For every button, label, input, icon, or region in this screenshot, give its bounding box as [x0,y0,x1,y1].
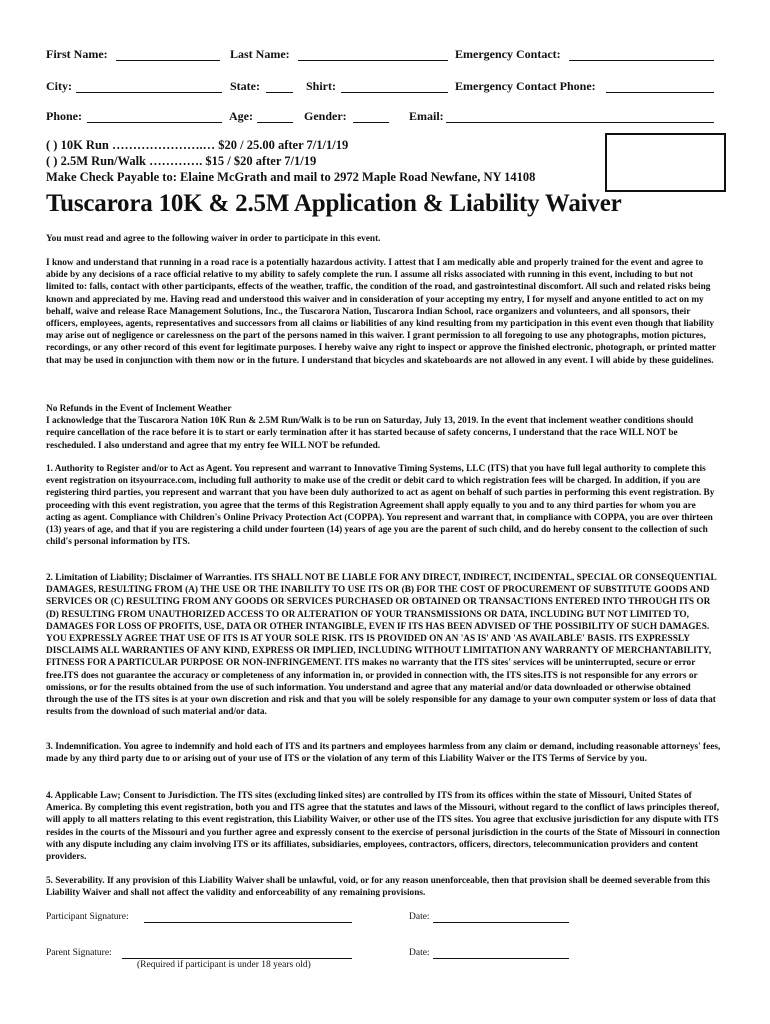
page-title: Tuscarora 10K & 2.5M Application & Liability Waiver [46,190,622,217]
parent-date-label: Date: [409,948,430,958]
section-severability [46,875,722,899]
intro-text: You must read and agree to the following waiver in order to participate in this event. [46,234,381,244]
state-label: State: [230,79,260,93]
age-field[interactable] [257,122,293,123]
emergency-phone-label: Emergency Contact Phone: [455,79,596,93]
parent-signature-label: Parent Signature: [46,948,112,958]
section-liability [46,572,722,718]
section-applicable-law [46,790,722,863]
paragraph-release: I know and understand that running in a road race is a potentially hazardous activity. I attest that I am medically able and properly trained for the event and agree to abide by any decisions of a race official relative to my ability to safely complete the run. I assume all risks associated with running in this event, including to but not limited to: falls, contact with other participants, effects of the weather, traffic, the condition of the road, and gastrointestinal discomfort. All such and related risks being known and appreciated by me. Having read and understood this waiver and in consideration of your accepting my entry, I for myself and anyone entitled to act on my behalf, waive and release Race Management Solutions, Inc., the Tuscarora Nation, Tuscarora Indian School, race organizers and volunteers, and all sponsors, their officers, employees, agents, representatives and successors from all claims or liabilities of any kind resulting from my participation in this event even though that liability may arise out of negligence or carelessness on the part of the persons named in this waiver. I grant permission to all foregoing to use any photographs, motion pictures, recordings, or any other record of this event for legitimate purposes. I hereby waive any right to inspect or approve the finished electronic, photograph, or printed matter that may be used in conjunction with them now or in the future. I understand that bicycles and skateboards are not allowed in any event. I will abide by these guidelines. [46,258,717,366]
section-5-text: 5. Severability. If any provision of this Liability Waiver shall be unlawful, void, or for any reason unenforceable, then that provision shall be deemed severable from this Liability Waiver and shall not affect the validity and enforceability of any remaining provisions. [46,876,711,899]
refund-section [46,403,722,452]
age-label: Age: [229,109,253,123]
waiver-paragraph [46,257,722,367]
gender-field[interactable] [353,122,389,123]
shirt-field[interactable] [341,92,448,93]
parent-signature-note: (Required if participant is under 18 years old) [137,960,311,970]
phone-label: Phone: [46,109,82,123]
parent-date-field[interactable] [433,958,569,959]
refund-heading: No Refunds in the Event of Inclement Weather [46,404,232,414]
option-10k[interactable]: ( ) 10K Run ………………….… $20 / 25.00 after 7/1/1/19 [46,138,349,152]
shirt-label: Shirt: [306,79,336,93]
option-25m[interactable]: ( ) 2.5M Run/Walk …………. $15 / $20 after 7/1/19 [46,154,317,168]
section-indemnification [46,741,722,765]
section-authority [46,463,722,548]
state-field[interactable] [266,92,293,93]
participant-signature-label: Participant Signature: [46,912,129,922]
phone-field[interactable] [87,122,222,123]
participant-date-label: Date: [409,912,430,922]
email-label: Email: [409,109,444,123]
emergency-phone-field[interactable] [606,92,714,93]
section-3-text: 3. Indemnification. You agree to indemnify and hold each of ITS and its partners and employees harmless from any claim or demand, including reasonable attorneys' fees, made by any third party due to or arising out of your use of ITS or the violation of any term of this Liability Waiver or the ITS Terms of Service by you. [46,742,721,765]
emergency-contact-label: Emergency Contact: [455,47,561,61]
city-label: City: [46,79,72,93]
parent-signature-field[interactable] [122,958,352,959]
participant-date-field[interactable] [433,922,569,923]
first-name-label: First Name: [46,47,108,61]
office-use-box [605,133,726,192]
section-1-text: 1. Authority to Register and/or to Act as Agent. You represent and warrant to Innovative Timing Systems, LLC (ITS) that you have full legal authority to complete this event registration on itsyourrace.com, including full authority to make use of the credit or debit card to which registration fees will be charged. In addition, if you are registering third parties, you represent and warrant that you have been duly authorized to act as agent on behalf of such parties in performing this event registration. By proceeding with this event registration, you agree that the terms of this Registration Agreement shall apply equally to you and to any third parties for whom you are acting as agent. Compliance with Children's Online Privacy Protection Act (COPPA). You represent and warrant that, in compliance with COPPA, you are over thirteen (13) years of age, and that if you are registering a child under fourteen (14) years of age you are the parent of such child, and do hereby consent to the collection of such child's personal information by ITS. [46,464,715,548]
last-name-field[interactable] [298,60,448,61]
section-4-text: 4. Applicable Law; Consent to Jurisdiction. The ITS sites (excluding linked sites) are controlled by ITS from its offices within the state of Missouri, United States of America. By completing this event registration, both you and ITS agree that the statutes and laws of the Missouri, without regard to the conflict of laws principles thereof, will apply to all matters relating to this event registration, this Liability Waiver, or other use of the ITS sites. You agree that exclusive jurisdiction for any dispute with ITS resides in the courts of the Missouri and you further agree and expressly consent to the exercise of personal jurisdiction in the courts of the State of Missouri in connection with any dispute including any claim involving ITS or its affiliates, subsidiaries, employees, contractors, officers, directors, telecommunication providers and content providers. [46,791,720,863]
first-name-field[interactable] [116,60,220,61]
last-name-label: Last Name: [230,47,290,61]
city-field[interactable] [76,92,222,93]
gender-label: Gender: [304,109,347,123]
payable-note: Make Check Payable to: Elaine McGrath and mail to 2972 Maple Road Newfane, NY 14108 [46,170,536,184]
email-field[interactable] [446,122,714,123]
refund-text: I acknowledge that the Tuscarora Nation 10K Run & 2.5M Run/Walk is to be run on Saturday, July 13, 2019. In the event that inclement weather conditions should require cancellation of the race before it is to start or early termination after it has started because of safety concerns, I understand that the race WILL NOT be rescheduled. I also understand and agree that my entry fee WILL NOT be refunded. [46,416,694,451]
section-2-text: 2. Limitation of Liability; Disclaimer of Warranties. ITS SHALL NOT BE LIABLE FOR ANY DIRECT, INDIRECT, INCIDENTAL, SPECIAL OR CONSEQUENTIAL DAMAGES, RESULTING FROM (A) THE USE OR THE INABILITY TO USE ITS OR (B) FOR THE COST OF PROCUREMENT OF SUBSTITUTE GOODS AND SERVICES OR (C) RESULTING FROM ANY GOODS OR SERVICES PURCHASED OR OBTAINED OR TRANSACTIONS ENTERED INTO THROUGH ITS OR (D) RESULTING FROM UNAUTHORIZED ACCESS TO OR ALTERATION OF YOUR TRANSMISSIONS OR DATA, INCLUDING BUT NOT LIMITED TO, DAMAGES FOR LOSS OF PROFITS, USE, DATA OR OTHER INTANGIBLE, EVEN IF ITS HAS BEEN ADVISED OF THE POSSIBILITY OF SUCH DAMAGES. YOU EXPRESSLY AGREE THAT USE OF ITS IS AT YOUR SOLE RISK. ITS IS PROVIDED ON AN 'AS IS' AND 'AS AVAILABLE' BASIS. ITS EXPRESSLY DISCLAIMS ALL WARRANTIES OF ANY KIND, EXPRESS OR IMPLIED, INCLUDING WITHOUT LIMITATION ANY WARRANTY OF MERCHANTABILITY, FITNESS FOR A PARTICULAR PURPOSE OR NON-INFRINGEMENT. ITS makes no warranty that the ITS sites' services will be uninterrupted, secure or error free.ITS does not guarantee the accuracy or completeness of any information in, or provided in connection with, the ITS sites.ITS is not responsible for any errors or omissions, or for the results obtained from the use of such information. You understand and agree that any material and/or data downloaded or otherwise obtained through the use of the ITS sites is at your own discretion and risk and that you will be solely responsible for any damage to your own computer system or loss of data that results from the download of such material and/or data. [46,573,717,718]
participant-signature-field[interactable] [144,922,352,923]
emergency-contact-field[interactable] [569,60,714,61]
